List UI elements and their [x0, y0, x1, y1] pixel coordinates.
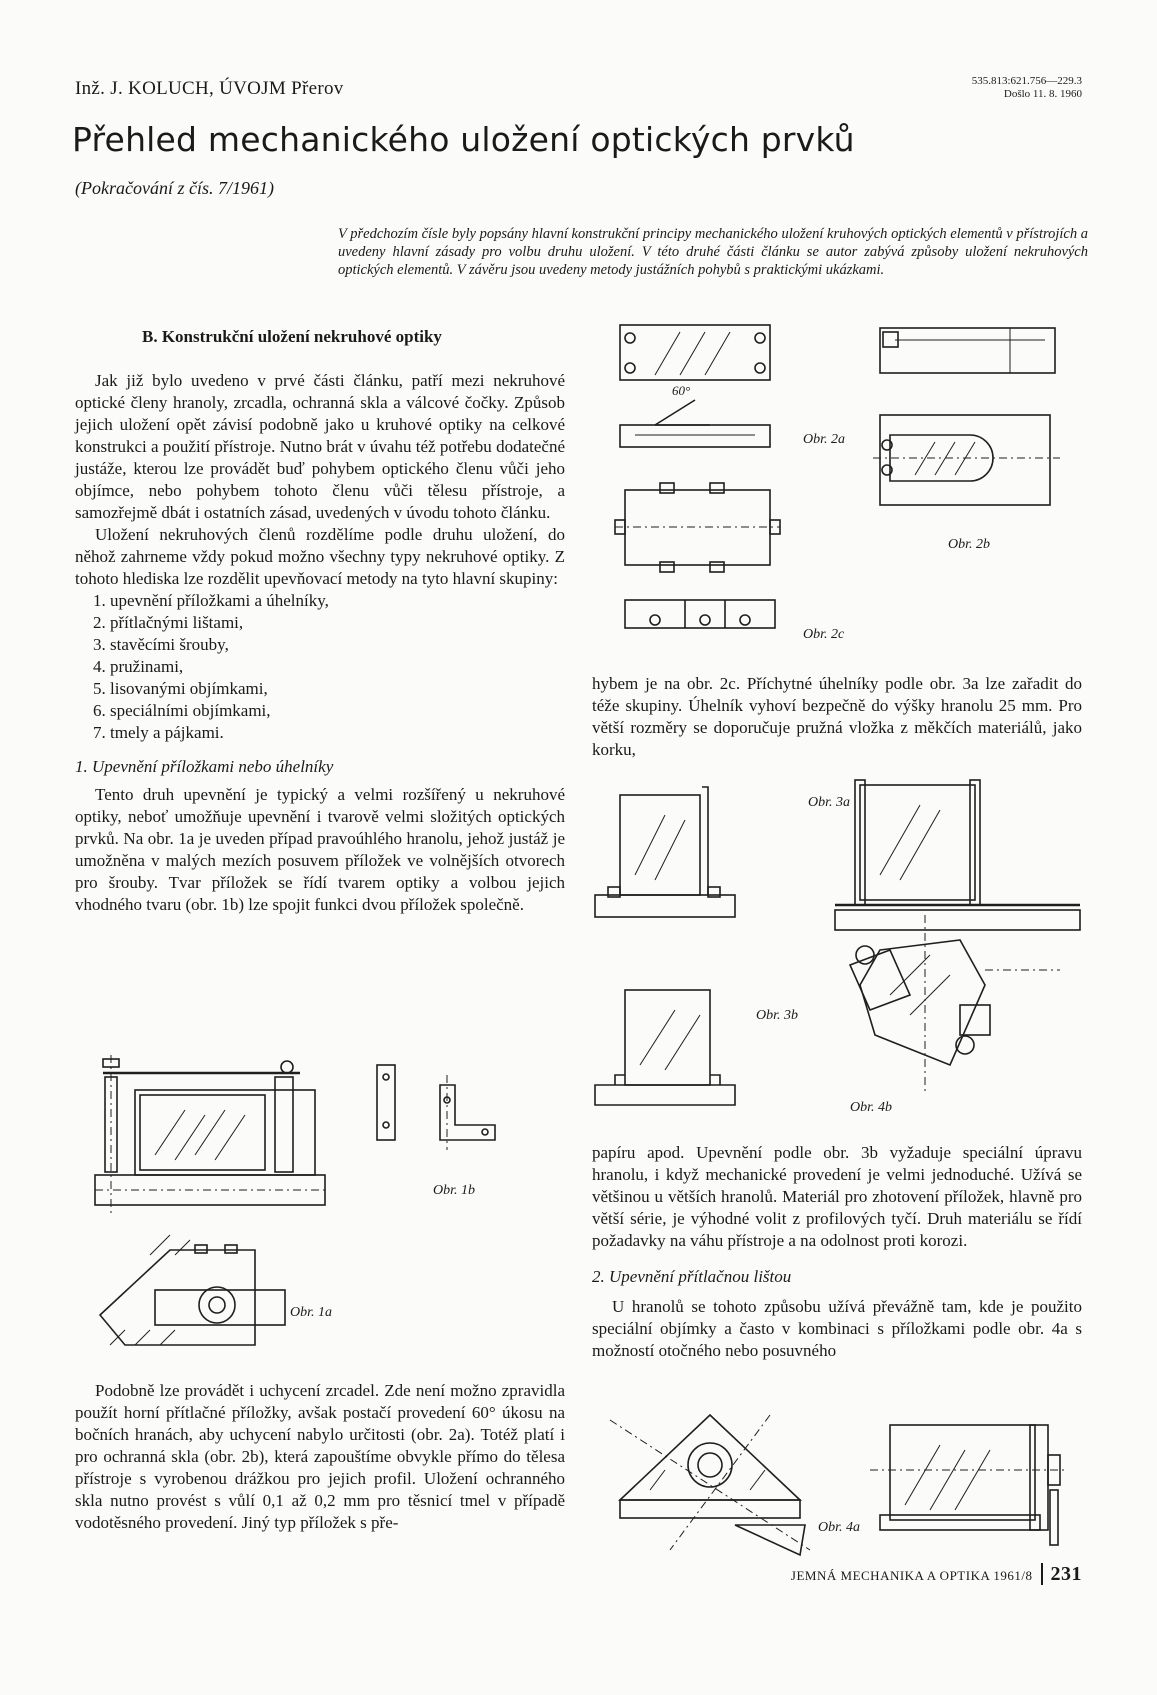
- right-paragraph-1: hybem je na obr. 2c. Příchytné úhelníky podle obr. 3a lze zařadit do téže skupiny. Úhelník vyhoví bezpečně do výšky hranolu 25 mm. Pro větší rozměry se doporučuje pružná vložka z měkčích materiálů, jako korku,: [592, 674, 1082, 759]
- figure-4a-left: [610, 1415, 810, 1555]
- right-column-top: [592, 673, 1082, 761]
- list-item: 4. pružinami,: [93, 657, 184, 676]
- left-column-bottom: [75, 1380, 565, 1534]
- section-1-heading: 1. Upevnění příložkami nebo úhelníky: [75, 757, 334, 776]
- classification-block: [972, 75, 1082, 101]
- figure-1a-1b: [95, 1055, 565, 1375]
- caption-obr-4b: Obr. 4b: [850, 1100, 893, 1115]
- list-item: 2. přítlačnými lištami,: [93, 613, 244, 632]
- caption-obr-3a: Obr. 3a: [808, 795, 851, 810]
- caption-obr-1a: Obr. 1a: [290, 1305, 333, 1320]
- left-column-top: [75, 370, 565, 916]
- received-date: Došlo 11. 8. 1960: [1003, 88, 1082, 100]
- figure-3a-right: [835, 780, 1080, 930]
- list-item: 5. lisovanými objímkami,: [93, 679, 268, 698]
- figure-4a-right: [870, 1425, 1065, 1545]
- caption-obr-3b: Obr. 3b: [756, 1008, 799, 1023]
- list-item: 6. speciálními objímkami,: [93, 701, 271, 720]
- caption-obr-2b: Obr. 2b: [948, 537, 991, 552]
- page-number: 231: [1041, 1563, 1083, 1585]
- right-column-middle: [592, 1142, 1082, 1362]
- figure-3a-left: [595, 787, 735, 917]
- right-paragraph-3: U hranolů se tohoto způsobu užívá převážně tam, kde je použito speciální objímky a často v kombinaci s příložkami podle obr. 4a s možností otočného nebo posuvného: [592, 1297, 1082, 1360]
- figure-2: [615, 320, 1085, 650]
- author-line: Inž. J. KOLUCH, ÚVOJM Přerov: [75, 78, 344, 99]
- caption-obr-2c: Obr. 2c: [803, 627, 845, 642]
- method-list: [75, 590, 565, 744]
- figure-2c: [615, 483, 780, 628]
- angle-label: 60°: [672, 383, 691, 398]
- figure-1a-upper: [95, 1055, 325, 1215]
- left-paragraph-2: Uložení nekruhových členů rozdělíme podle druhu uložení, do něhož zahrneme vždy pokud možno všechny typy nekruhové optiky. Z tohoto hlediska lze rozdělit upevňovací metody na tyto hlavní skupiny:: [75, 525, 565, 588]
- section-b-heading: B. Konstrukční uložení nekruhové optiky: [142, 327, 442, 346]
- figure-3-4b: [590, 775, 1085, 1115]
- figure-3b: [595, 990, 735, 1105]
- caption-obr-2a: Obr. 2a: [803, 432, 846, 447]
- caption-obr-1b: Obr. 1b: [433, 1183, 476, 1198]
- left-paragraph-3: Tento druh upevnění je typický a velmi rozšířený u nekruhové optiky, neboť umožňuje upevnění i tvarově velmi složitých optických prvků. Na obr. 1a je uveden případ pravoúhlého hranolu, jehož justáž je umožněna v malých mezích posuvem příložek ve volnějších otvorech pro šrouby. Tvar příložek se řídí tvarem optiky a volbou jejich vhodného tvaru (obr. 1b) lze spojit funkci dvou příložek společně.: [75, 785, 565, 914]
- classification-code: 535.813:621.756—229.3: [971, 75, 1082, 87]
- continuation-note: (Pokračování z čís. 7/1961): [75, 178, 274, 198]
- figure-2a: [620, 325, 770, 447]
- page-footer: [791, 1563, 1082, 1586]
- left-paragraph-1: Jak již bylo uvedeno v prvé části článku, patří mezi nekruhové optické členy hranoly, zrcadla, ochranná skla a válcové čočky. Způsob jejich uložení opět závisí podobně jako u kruhové optiky na celkové konstrukci a použití přístroje. Nutno brát v úvahu též potřebu dodatečné justáže, kterou lze provádět buď pohybem optického členu vůči jeho objímce, nebo pohybem tohoto členu vůči tělesu přístroje, a samozřejmě dbát i ostatních zásad, uvedených v úvodu tohoto článku.: [75, 371, 565, 522]
- journal-name: JEMNÁ MECHANIKA A OPTIKA 1961/8: [790, 1568, 1033, 1583]
- figure-4a: [610, 1410, 1080, 1560]
- caption-obr-4a: Obr. 4a: [818, 1520, 861, 1535]
- figure-4b: [850, 915, 1060, 1095]
- right-paragraph-2: papíru apod. Upevnění podle obr. 3b vyžaduje speciální úpravu hranolu, i když mechanické provedení je velmi jednoduché. Užívá se většinou u větších hranolů. Materiál pro zhotovení příložek, hlavně pro větší série, je výhodné volit z profilových tyčí. Druh materiálu se řídí požadavky na váhu přístroje a na odolnost proti korozi.: [592, 1143, 1082, 1250]
- list-item: 7. tmely a pájkami.: [93, 723, 224, 742]
- left-paragraph-4: Podobně lze provádět i uchycení zrcadel. Zde není možno zpravidla použít horní přítlačné příložky, avšak postačí provedení 60° úkosu na bočních hranách, aby uchycení nabylo určitosti (obr. 2a). Totéž platí i pro ochranná skla (obr. 2b), která zapouštíme obvykle přímo do tělesa přístroje s vyrobenou drážkou pro jejich profil. Uložení ochranného skla nutno provést s vůlí 0,1 až 0,2 mm pro těsnicí tmel v případě vodotěsného provedení. Jiný typ příložek s pře-: [75, 1381, 565, 1532]
- section-2-heading: 2. Upevnění přítlačnou lištou: [592, 1267, 792, 1286]
- figure-2b: [873, 328, 1060, 505]
- abstract: V předchozím čísle byly popsány hlavní konstrukční principy mechanického uložení kruhových optických elementů v přístrojích a uvedeny hlavní zásady pro volbu druhu uložení. V této druhé části článku se autor zabývá způsoby uložení nekruhových optických elementů. V závěru jsou uvedeny metody justážních pohybů s praktickými ukázkami.: [338, 226, 1088, 278]
- figure-1b: [377, 1065, 495, 1150]
- list-item: 1. upevnění příložkami a úhelníky,: [93, 591, 329, 610]
- list-item: 3. stavěcími šrouby,: [93, 635, 229, 654]
- article-title: Přehled mechanického uložení optických prvků: [72, 120, 855, 159]
- figure-1a-lower: [100, 1235, 285, 1345]
